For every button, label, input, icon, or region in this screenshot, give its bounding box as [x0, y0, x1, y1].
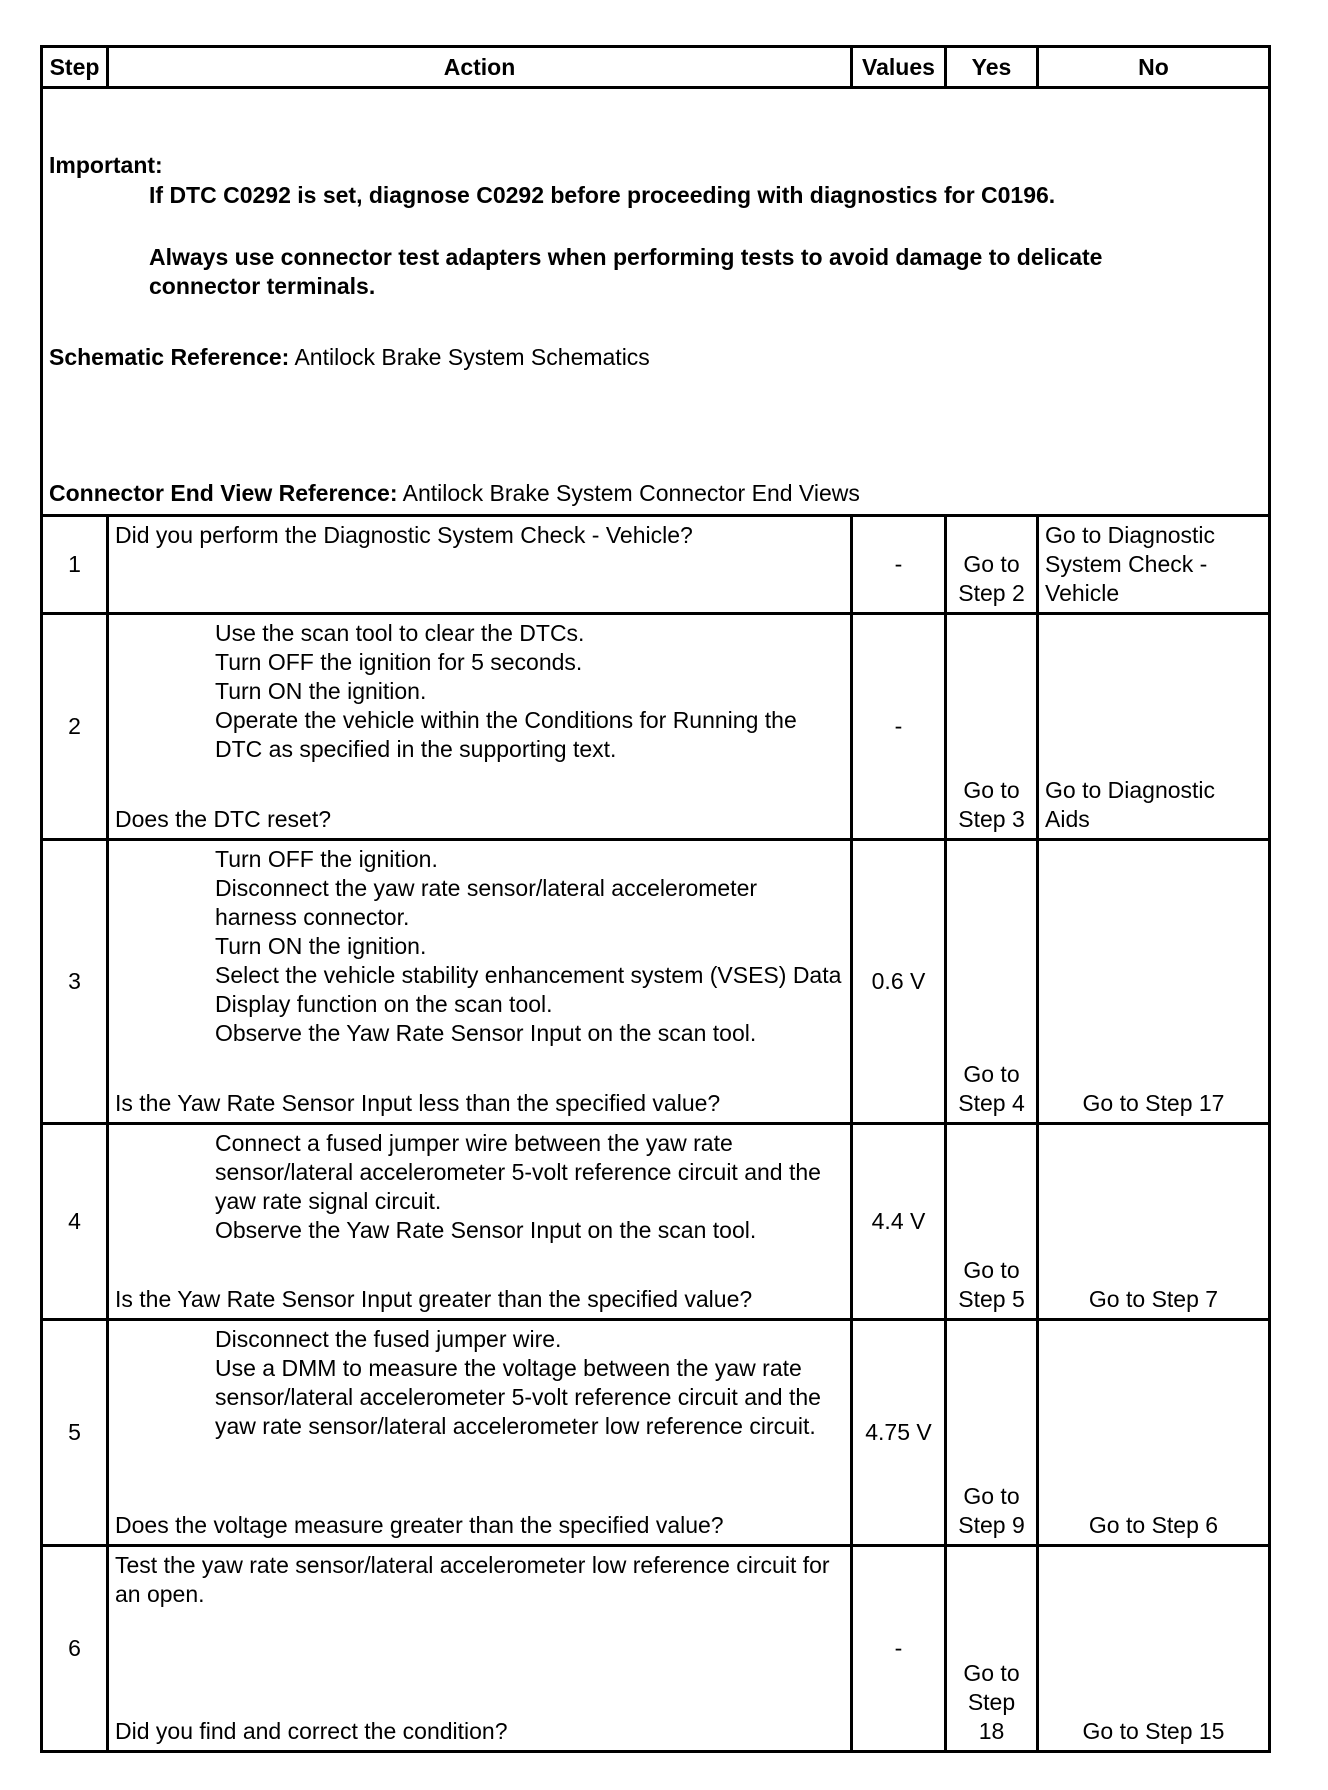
step-question: Did you find and correct the condition? — [115, 1718, 508, 1744]
table-row — [42, 516, 1270, 614]
action-text: Test the yaw rate sensor/lateral accelerometer low reference circuit for an open. — [115, 1552, 830, 1607]
instruction-list — [115, 1325, 844, 1441]
step-number: 2 — [42, 614, 108, 840]
value-cell: 4.4 V — [852, 1124, 946, 1320]
no-cell: Go to Diagnostic System Check - Vehicle — [1038, 516, 1270, 614]
connector-reference — [49, 479, 860, 508]
step-number: 5 — [42, 1320, 108, 1546]
intro-row — [42, 88, 1270, 516]
schematic-reference — [49, 343, 650, 372]
important-note-1: If DTC C0292 is set, diagnose C0292 before proceeding with diagnostics for C0196. — [149, 182, 1056, 208]
instruction-item: Disconnect the fused jumper wire. — [215, 1326, 562, 1352]
instruction-item: Use the scan tool to clear the DTCs. — [215, 620, 585, 646]
step-number: 1 — [42, 516, 108, 614]
action-cell: Did you perform the Diagnostic System Check - Vehicle? — [108, 516, 852, 614]
action-cell — [108, 614, 852, 840]
header-values: Values — [852, 47, 946, 88]
instruction-item: Turn ON the ignition. — [215, 678, 427, 704]
value-cell: 4.75 V — [852, 1320, 946, 1546]
no-cell: Go to Step 17 — [1038, 840, 1270, 1124]
value-cell: - — [852, 516, 946, 614]
header-yes: Yes — [946, 47, 1038, 88]
connector-value: Antilock Brake System Connector End Views — [397, 480, 860, 506]
table-row — [42, 1320, 1270, 1546]
instruction-item: Turn OFF the ignition for 5 seconds. — [215, 649, 583, 675]
step-question: Does the DTC reset? — [115, 806, 332, 832]
header-row — [42, 47, 1270, 88]
table-row — [42, 1124, 1270, 1320]
important-note-2: Always use connector test adapters when performing tests to avoid damage to delicate connector terminals. — [149, 244, 1103, 299]
instruction-item: Operate the vehicle within the Conditions for Running the DTC as specified in the supporting text. — [215, 707, 797, 762]
value-cell: - — [852, 614, 946, 840]
table-row — [42, 614, 1270, 840]
yes-cell: Go to Step 2 — [946, 516, 1038, 614]
diagnostic-table — [40, 45, 1271, 1753]
action-cell — [108, 1320, 852, 1546]
important-label: Important: — [49, 152, 163, 178]
instruction-item: Use a DMM to measure the voltage between the yaw rate sensor/lateral accelerometer 5-volt reference circuit and the yaw rate sensor/lateral accelerometer low reference circuit. — [215, 1355, 821, 1439]
yes-cell: Go to Step 4 — [946, 840, 1038, 1124]
instruction-list — [115, 845, 844, 1048]
header-action: Action — [108, 47, 852, 88]
instruction-item: Turn ON the ignition. — [215, 933, 427, 959]
instruction-item: Turn OFF the ignition. — [215, 846, 438, 872]
no-cell: Go to Step 7 — [1038, 1124, 1270, 1320]
value-cell: - — [852, 1546, 946, 1752]
intro-cell — [42, 88, 1270, 516]
step-number: 4 — [42, 1124, 108, 1320]
instruction-item: Observe the Yaw Rate Sensor Input on the scan tool. — [215, 1020, 757, 1046]
action-cell — [108, 1546, 852, 1752]
no-cell: Go to Step 15 — [1038, 1546, 1270, 1752]
instruction-item: Select the vehicle stability enhancement system (VSES) Data Display function on the scan tool. — [215, 962, 842, 1017]
instruction-list — [115, 1129, 844, 1245]
step-number: 3 — [42, 840, 108, 1124]
yes-cell: Go to Step 3 — [946, 614, 1038, 840]
instruction-item: Connect a fused jumper wire between the yaw rate sensor/lateral accelerometer 5-volt reference circuit and the yaw rate signal circuit. — [215, 1130, 821, 1214]
instruction-item: Disconnect the yaw rate sensor/lateral accelerometer harness connector. — [215, 875, 758, 930]
schematic-value: Antilock Brake System Schematics — [289, 344, 650, 370]
step-number: 6 — [42, 1546, 108, 1752]
step-question: Is the Yaw Rate Sensor Input greater than the specified value? — [115, 1286, 753, 1312]
table-row — [42, 840, 1270, 1124]
step-question: Does the voltage measure greater than the specified value? — [115, 1512, 724, 1538]
schematic-label: Schematic Reference: — [49, 344, 290, 370]
yes-cell: Go to Step 18 — [946, 1546, 1038, 1752]
header-step: Step — [42, 47, 108, 88]
action-cell — [108, 1124, 852, 1320]
instruction-list — [115, 619, 844, 764]
yes-cell: Go to Step 9 — [946, 1320, 1038, 1546]
value-cell: 0.6 V — [852, 840, 946, 1124]
no-cell: Go to Diagnostic Aids — [1038, 614, 1270, 840]
yes-cell: Go to Step 5 — [946, 1124, 1038, 1320]
step-question: Is the Yaw Rate Sensor Input less than the specified value? — [115, 1090, 721, 1116]
action-cell — [108, 840, 852, 1124]
connector-label: Connector End View Reference: — [49, 480, 398, 506]
header-no: No — [1038, 47, 1270, 88]
no-cell: Go to Step 6 — [1038, 1320, 1270, 1546]
instruction-item: Observe the Yaw Rate Sensor Input on the scan tool. — [215, 1217, 757, 1243]
table-row — [42, 1546, 1270, 1752]
